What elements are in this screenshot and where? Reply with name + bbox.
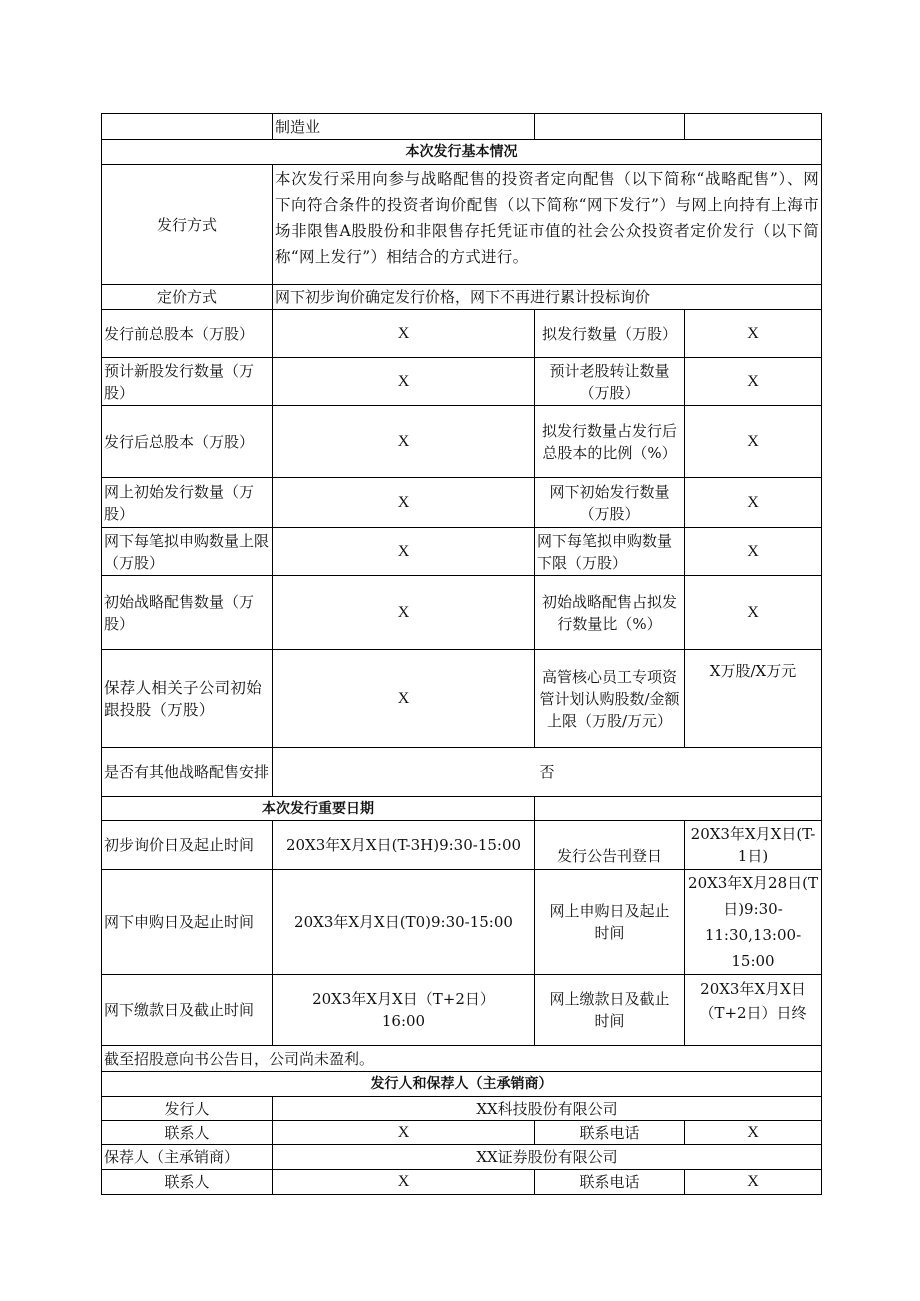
other-strategic-value: 否 (273, 748, 822, 797)
row-value-right: X (685, 310, 822, 358)
date-label-left: 网下申购日及起止时间 (102, 870, 273, 975)
table-row (102, 478, 822, 528)
row-value-right: X (685, 528, 822, 576)
row-value-left: X (273, 528, 535, 576)
empty-cell (535, 797, 822, 821)
issuer-row (102, 1097, 822, 1121)
row-label-left: 初始战略配售数量（万股） (102, 576, 273, 650)
row-value-left: X (273, 576, 535, 650)
profit-note: 截至招股意向书公告日，公司尚未盈利。 (102, 1046, 822, 1072)
sponsor-contact-value: X (273, 1170, 535, 1195)
table-row (102, 528, 822, 576)
row-value-left: X (273, 650, 535, 748)
issue-method-text: 本次发行采用向参与战略配售的投资者定向配售（以下简称“战略配售”）、网下向符合条件的投资者询价配售（以下简称“网下发行”）与网上向持有上海市场非限售A股股份和非限售存托凭证市值的社会公众投资者定价发行（以下简称“网上发行”）相结合的方式进行。 (273, 165, 822, 285)
table-row (102, 650, 822, 748)
table-row (102, 406, 822, 478)
date-value-left: 20X3年X月X日(T-3H)9:30-15:00 (273, 821, 535, 870)
sponsor-contact-label: 联系人 (102, 1170, 273, 1195)
sponsor-row (102, 1145, 822, 1170)
issuer-contact-row (102, 1121, 822, 1145)
section-parties-title: 发行人和保荐人（主承销商） (102, 1072, 822, 1097)
row-label-left: 网下每笔拟申购数量上限（万股） (102, 528, 273, 576)
issue-method-label: 发行方式 (102, 165, 273, 285)
other-strategic-label: 是否有其他战略配售安排 (102, 748, 273, 797)
other-strategic-row (102, 748, 822, 797)
row-value-right: X (685, 406, 822, 478)
date-label-right: 发行公告刊登日 (535, 821, 685, 870)
date-value-right: 20X3年X月X日（T+2日）日终 (685, 975, 822, 1046)
row-label-right: 拟发行数量占发行后总股本的比例（%） (535, 406, 685, 478)
industry-value: 制造业 (273, 114, 535, 140)
row-label-left: 预计新股发行数量（万股） (102, 358, 273, 406)
pricing-method-value: 网下初步询价确定发行价格，网下不再进行累计投标询价 (273, 285, 822, 310)
row-value-left: X (273, 358, 535, 406)
date-row (102, 870, 822, 975)
date-row (102, 975, 822, 1046)
pricing-method-row (102, 285, 822, 310)
sponsor-name: XX证券股份有限公司 (273, 1145, 822, 1170)
row-label-left: 保荐人相关子公司初始跟投股（万股） (102, 650, 273, 748)
sponsor-phone-value: X (685, 1170, 822, 1195)
date-label-right: 网上缴款日及截止时间 (535, 975, 685, 1046)
row-value-right: X (685, 478, 822, 528)
issuer-name: XX科技股份有限公司 (273, 1097, 822, 1121)
row-label-right: 预计老股转让数量（万股） (535, 358, 685, 406)
table-row (102, 576, 822, 650)
issuer-phone-label: 联系电话 (535, 1121, 685, 1145)
row-label-left: 发行前总股本（万股） (102, 310, 273, 358)
row-value-left: X (273, 478, 535, 528)
date-value-left: 20X3年X月X日(T0)9:30-15:00 (273, 870, 535, 975)
sponsor-phone-label: 联系电话 (535, 1170, 685, 1195)
sponsor-label: 保荐人（主承销商） (102, 1145, 273, 1170)
empty-cell (535, 114, 685, 140)
row-value-right: X (685, 576, 822, 650)
date-row (102, 821, 822, 870)
row-value-right: X (685, 358, 822, 406)
empty-cell (685, 114, 822, 140)
row-label-right: 网下初始发行数量（万股） (535, 478, 685, 528)
date-value-right: 20X3年X月28日(T日)9:30-11:30,13:00-15:00 (685, 870, 822, 975)
section-header-row (102, 140, 822, 165)
row-value-left: X (273, 310, 535, 358)
table-row (102, 310, 822, 358)
date-label-right: 网上申购日及起止时间 (535, 870, 685, 975)
profit-note-row (102, 1046, 822, 1072)
row-label-left: 发行后总股本（万股） (102, 406, 273, 478)
row-label-right: 高管核心员工专项资管计划认购股数/金额上限（万股/万元） (535, 650, 685, 748)
date-label-left: 网下缴款日及截止时间 (102, 975, 273, 1046)
issuer-phone-value: X (685, 1121, 822, 1145)
issuer-contact-value: X (273, 1121, 535, 1145)
issuer-label: 发行人 (102, 1097, 273, 1121)
row-label-right: 网下每笔拟申购数量下限（万股） (535, 528, 685, 576)
row-value-right: X万股/X万元 (685, 650, 822, 748)
row-label-left: 网上初始发行数量（万股） (102, 478, 273, 528)
row-label-right: 拟发行数量（万股） (535, 310, 685, 358)
industry-label-cell (102, 114, 273, 140)
section-header-row (102, 1072, 822, 1097)
pricing-method-label: 定价方式 (102, 285, 273, 310)
date-value-right: 20X3年X月X日(T-1日) (685, 821, 822, 870)
section-basic-title: 本次发行基本情况 (102, 140, 822, 165)
date-value-left: 20X3年X月X日（T+2日）16:00 (273, 975, 535, 1046)
industry-row (102, 114, 822, 140)
table-row (102, 358, 822, 406)
section-dates-title: 本次发行重要日期 (102, 797, 535, 821)
row-value-left: X (273, 406, 535, 478)
sponsor-contact-row (102, 1170, 822, 1195)
issuer-contact-label: 联系人 (102, 1121, 273, 1145)
row-label-right: 初始战略配售占拟发行数量比（%） (535, 576, 685, 650)
offering-summary-table (101, 113, 822, 1195)
issue-method-row (102, 165, 822, 285)
section-header-row (102, 797, 822, 821)
date-label-left: 初步询价日及起止时间 (102, 821, 273, 870)
